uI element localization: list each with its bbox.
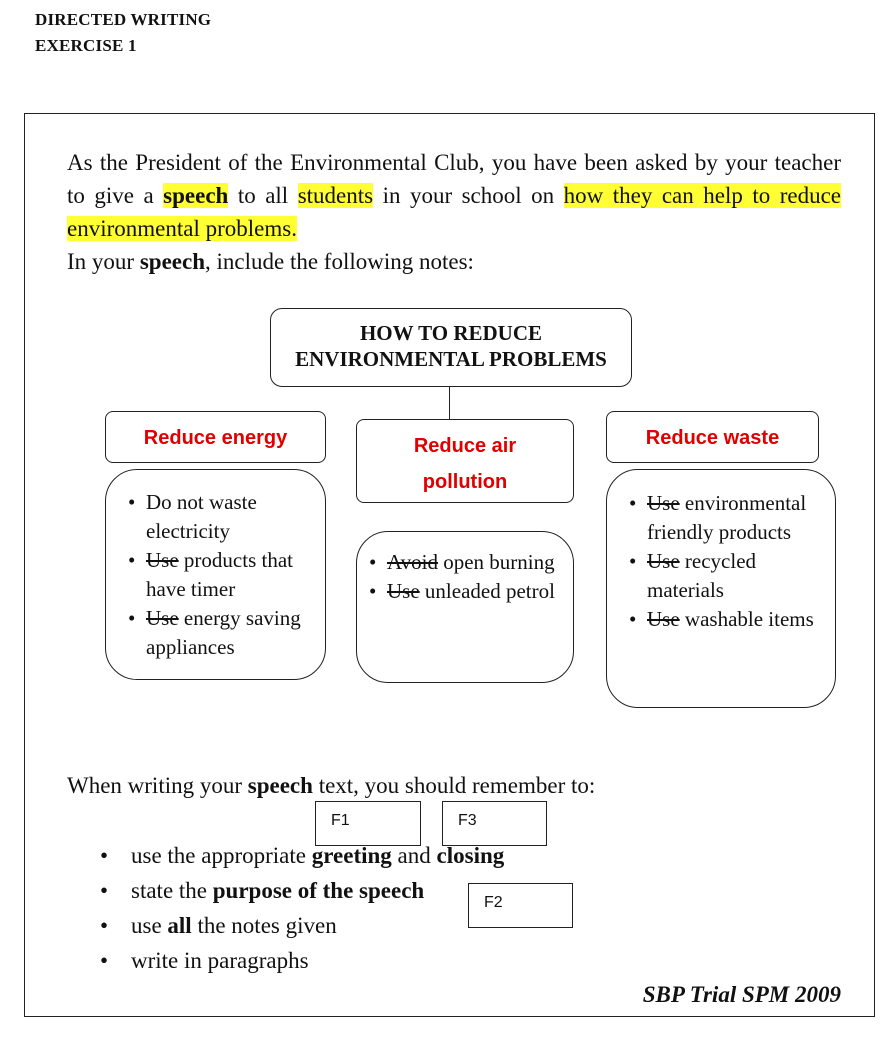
diagram-title-box [270, 308, 632, 387]
document-heading: DIRECTED WRITING [35, 10, 212, 29]
diagram-title-line1: HOW TO REDUCE [359, 321, 543, 345]
category-reduce-waste: Reduce waste [606, 411, 819, 463]
highlight-students: students [297, 183, 374, 208]
list-item: • Use energy saving appliances [128, 606, 301, 659]
category-reduce-energy: Reduce energy [105, 411, 326, 463]
remember-instruction: When writing your speech text, you should remember to: [67, 773, 596, 798]
list-item: • Use recycled materials [629, 549, 757, 602]
list-item: • Use washable items [629, 607, 814, 631]
diagram-connector [449, 387, 450, 419]
highlight-speech: speech [163, 183, 229, 208]
highlight-topic: how they can help to reduce environmental problems. [67, 183, 841, 241]
exercise-label: EXERCISE 1 [35, 36, 137, 55]
list-item: • Use environmental friendly products [629, 491, 807, 544]
intro-paragraph: As the President of the Environmental Club, you have been asked by your teacher to give a speech to all students in your school on how they can help to reduce environmental problems. [67, 150, 841, 241]
list-item: • Use products that have timer [128, 548, 293, 601]
tag-f2: F2 [468, 883, 573, 928]
list-item: • Do not waste electricity [128, 490, 257, 543]
air-notes-box [356, 531, 574, 683]
tag-f1: F1 [315, 801, 421, 846]
source-citation: SBP Trial SPM 2009 [642, 982, 841, 1007]
waste-notes-box [606, 469, 836, 708]
tag-f3: F3 [442, 801, 547, 846]
diagram-title-line2: ENVIRONMENTAL PROBLEMS [295, 347, 607, 371]
category-reduce-air-pollution: Reduce air pollution [356, 419, 574, 503]
energy-notes-box [105, 469, 326, 680]
list-item: • Use unleaded petrol [369, 579, 555, 603]
notes-instruction: In your speech, include the following notes: [67, 249, 474, 274]
list-item: • Avoid open burning [369, 550, 555, 574]
